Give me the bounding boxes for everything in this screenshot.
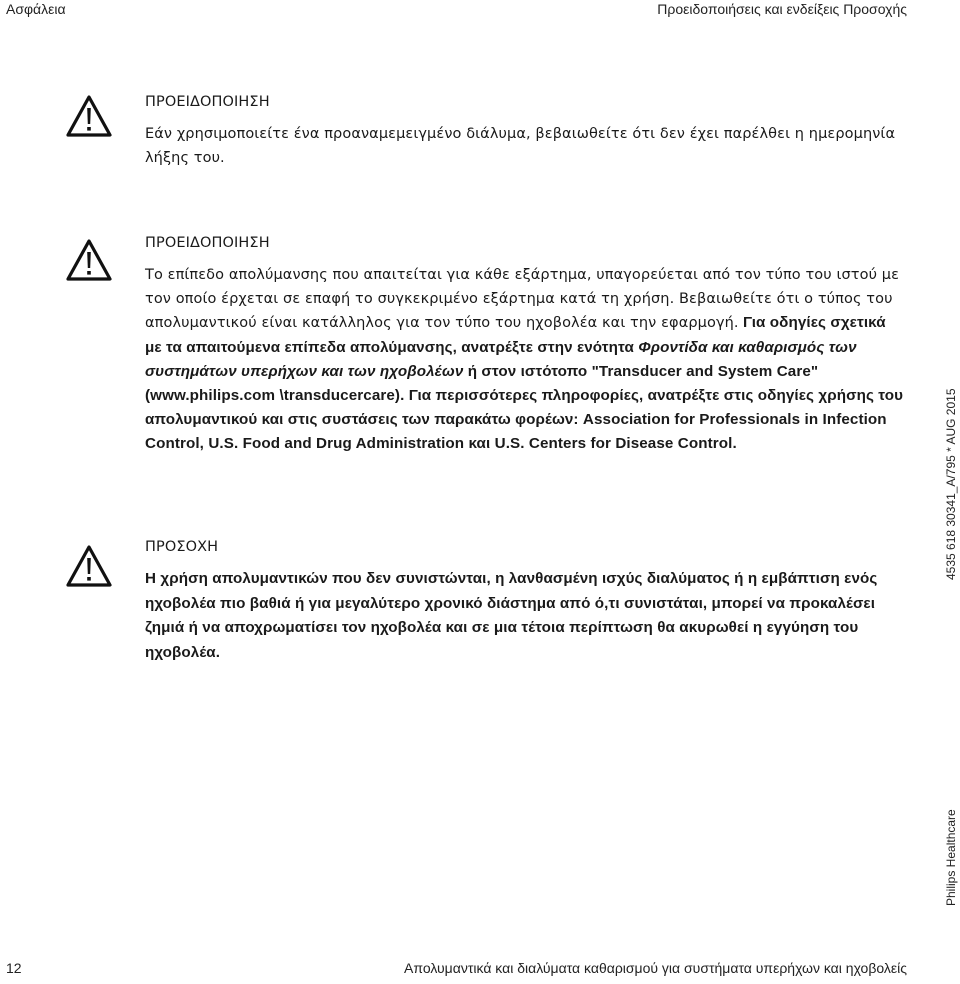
caution-text: Η χρήση απολυμαντικών που δεν συνιστώνται, η λανθασμένη ισχύς διαλύματος ή η εμβάπτιση ενός ηχοβολέα πιο βαθιά ή για μεγαλύτερο χρονικό διάστημα από ό,τι συνιστάται, μπορεί να προκαλέσει ζημιά ή να αποχρωματίσει τον ηχοβολέα και σε μια τέτοια περίπτωση θα ακυρωθεί η εγγύηση του ηχοβολέα. [145,570,878,661]
warning-text-part2: Για οδηγίες σχετικά με τα απαιτούμενα επίπεδα απολύμανσης, ανατρέξτε στην ενότητα [145,314,886,356]
reference-section-title: Φροντίδα και καθαρισμός των συστημάτων υπερήχων και των ηχοβολέων [145,338,857,380]
warning-triangle-icon [66,94,112,138]
page-number: 12 [6,960,22,976]
warning-title: ΠΡΟΕΙΔΟΠΟΙΗΣΗ [145,94,270,110]
page-header [0,0,960,22]
document-title: Απολυμαντικά και διαλύματα καθαρισμού για συστήματα υπερήχων και ηχοβολείς [404,960,907,976]
subsection-title: Προειδοποιήσεις και ενδείξεις Προσοχής [657,1,907,17]
warning-triangle-icon [66,238,112,282]
caution-title: ΠΡΟΣΟΧΗ [145,539,219,555]
section-title: Ασφάλεια [6,1,66,17]
warning-triangle-icon [66,544,112,588]
brand-name: Philips Healthcare [944,809,958,906]
warning-text-part1: Το επίπεδο απολύμανσης που απαιτείται για κάθε εξάρτημα, υπαγορεύεται από τον τύπο του ιστού με τον οποίο έρχεται σε επαφή το συγκεκριμένο εξάρτημα κατά τη χρήση. Βεβαιωθείτε ότι ο τύπος του απολυμαντικού είναι κατάλληλος για τον τύπο του ηχοβολέα και την εφαρμογή. [145,267,900,332]
warning-text-part3: ή στον ιστότοπο "Transducer and System Care" (www.philips.com \transducercare). Για περισσότερες πληροφορίες, ανατρέξτε στις οδηγίες χρήσης του απολυμαντικού και στις συστάσεις των παρακάτω φορέων: Association for Professionals in Infection Control, U.S. Food and Drug Administration και U.S. Centers for Disease Control. [145,362,904,453]
warning-title: ΠΡΟΕΙΔΟΠΟΙΗΣΗ [145,235,270,251]
warning-text: Εάν χρησιμοποιείτε ένα προαναμεμειγμένο διάλυμα, βεβαιωθείτε ότι δεν έχει παρέλθει η ημερομηνία λήξης του. [145,126,896,167]
page-footer [0,960,960,984]
document-code: 4535 618 30341_A/795 * AUG 2015 [944,388,958,580]
